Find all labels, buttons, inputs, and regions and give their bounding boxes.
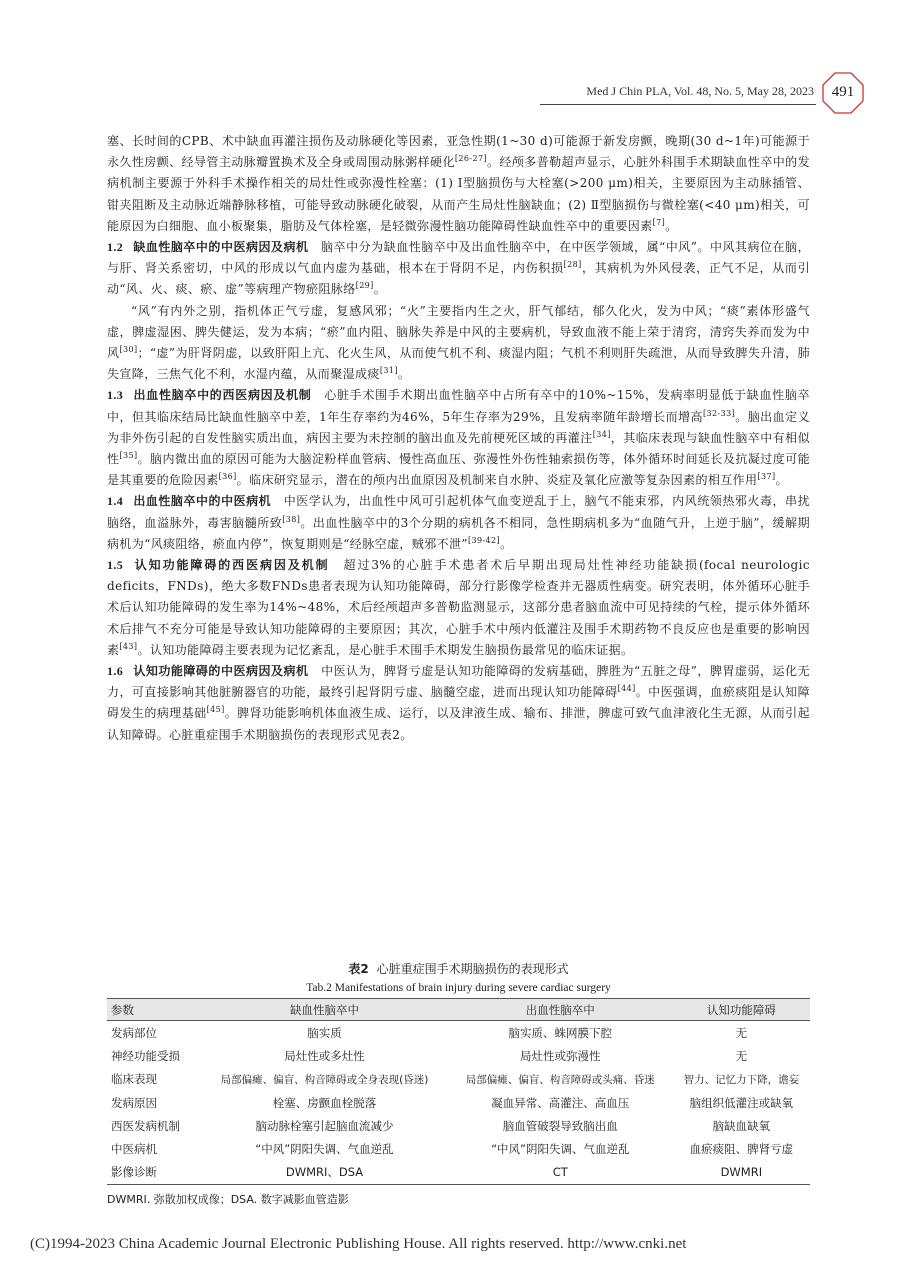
table-cell: 神经功能受损 — [111, 1048, 180, 1063]
table-cell: 发病部位 — [111, 1025, 157, 1040]
citation[interactable]: [28] — [563, 260, 582, 270]
section-1-2: 1.2 缺血性脑卒中的中医病因及病机 脑卒中分为缺血性脑卒中及出血性脑卒中，在中医学领域，属“中风”。中风其病位在脑，与肝、肾关系密切，中风的形成以气血内虚为基础，根本在于肾阴不足，内伤积损[28]，其病机为外风侵袭，正气不足，从而引动“风、火、痰、瘀、虚”等病理产物瘀阻脉络[29]。 — [107, 240, 811, 297]
table-cell: 栓塞、房颤血栓脱落 — [272, 1095, 377, 1110]
citation[interactable]: [35] — [119, 451, 138, 461]
citation[interactable]: [31] — [379, 366, 398, 376]
table-cell: “中风”阴阳失调、气血逆乱 — [255, 1142, 394, 1157]
table-label: 表2 — [348, 962, 369, 976]
citation[interactable]: [39-42] — [467, 535, 501, 545]
citation[interactable]: [30] — [119, 345, 138, 355]
table-cell: 局部偏瘫、偏盲、构音障碍或头痛、昏迷 — [465, 1073, 655, 1086]
paragraph-ischemic-mechanism: 塞、长时间的CPB、术中缺血再灌注损伤及动脉硬化等因素，亚急性期(1~30 d)可能源于新发房颤，晚期(30 d~1年)可能源于永久性房颤、经导管主动脉瓣置换术及全身或周围动脉粥样硬化[26-27]。经颅多普勒超声显示，心脏外科围手术期缺血性卒中的发病机制主要源于外科手术操作相关的局灶性或弥漫性栓塞：(1) Ⅰ型脑损伤与大栓塞(>200 μm)相关，主要原因为主动脉插管、钳夹阻断及主动脉近端静脉移植，可能导致动脉硬化破裂，从而产生局灶性脑缺血；(2) Ⅱ型脑损伤与微栓塞(<40 μm)相关，可能原因为白细胞、血小板聚集，脂肪及气体栓塞，是轻微弥漫性脑功能障碍性缺血性卒中的重要因素[7]。 — [107, 134, 811, 233]
table-cell: 脑组织低灌注或缺氧 — [689, 1095, 794, 1110]
table-cell: 影像诊断 — [107, 1161, 201, 1185]
section-1-3: 1.3 出血性脑卒中的西医病因及机制 心脏手术围手术期出血性脑卒中占所有卒中的10%~15%，发病率明显低于缺血性脑卒中，但其临床结局比缺血性脑卒中差，1年生存率约为46%，5年生存率为29%，且发病率随年龄增长而增高[32-33]。脑出血定义为非外伤引起的自发性脑实质出血，病因主要为未控制的脑出血及先前梗死区域的再灌注[34]，其临床表现与缺血性脑卒中有相似性[35]。脑内微出血的原因可能为大脑淀粉样血管病、慢性高血压、弥漫性外伤性轴索损伤等，体外循环时间延长及抗凝过度可能是其重要的危险因素[36]。临床研究显示，潜在的颅内出血原因及机制来自水肿、炎症及氧化应激等复杂因素的相互作用[37]。 — [107, 388, 811, 488]
citation[interactable]: [37] — [757, 472, 776, 482]
section-heading: 认知功能障碍的西医病因及机制 — [133, 558, 330, 573]
table-cell: 智力、记忆力下降，谵妄 — [683, 1073, 800, 1086]
table-header-cell: 出血性脑卒中 — [448, 999, 673, 1021]
table-row — [107, 1114, 810, 1137]
table-cell: 无 — [735, 1025, 748, 1040]
table-header-cell: 参数 — [107, 999, 201, 1021]
table-cell: “中风”阴阳失调、气血逆乱 — [491, 1142, 630, 1157]
section-number: 1.6 — [107, 664, 124, 679]
citation[interactable]: [36] — [218, 472, 237, 482]
table-cell: 局灶性或弥漫性 — [520, 1048, 601, 1063]
citation[interactable]: [32-33] — [703, 408, 736, 418]
table-row — [107, 1068, 810, 1091]
table-cell: DWMRI、DSA — [201, 1161, 448, 1185]
table-cell: 脑缺血缺氧 — [712, 1118, 771, 1133]
table-row — [107, 1044, 810, 1067]
section-number: 1.3 — [107, 388, 124, 403]
table-cell: 西医发病机制 — [111, 1118, 180, 1133]
table-row — [107, 1137, 810, 1160]
section-1-4: 1.4 出血性脑卒中的中医病机 中医学认为，出血性中风可引起机体气血变逆乱于上，脑气不能束邪，内风统领热邪火毒，串扰脑络，血溢脉外，毒害脑髓所致[38]。出血性脑卒中的3个分期的病机各不相同，急性期病机多为“血随气升，上逆于脑”，缓解期病机为“风痰阻络，瘀血内停”，恢复期则是“经脉空虚，贼邪不泄”[39-42]。 — [107, 494, 810, 551]
table-caption-cn: 表2 心脏重症围手术期脑损伤的表现形式 — [348, 962, 569, 976]
table-caption-en: Tab.2 Manifestations of brain injury during severe cardiac surgery — [306, 982, 611, 994]
page-number-badge — [822, 72, 864, 114]
table-cell: 发病原因 — [111, 1095, 157, 1110]
table-header-cell: 认知功能障碍 — [673, 999, 810, 1021]
table-cell: 中医病机 — [111, 1142, 157, 1157]
table-2 — [107, 960, 810, 1207]
table-cell: 无 — [735, 1048, 748, 1063]
copyright-footer: (C)1994-2023 China Academic Journal Electronic Publishing House. All rights reserved. http://www.cnki.net — [30, 1236, 687, 1252]
table-cell: 血瘀痰阻、脾肾亏虚 — [689, 1142, 794, 1157]
citation[interactable]: [34] — [592, 429, 611, 439]
section-number: 1.2 — [107, 240, 124, 255]
manifestation-table — [107, 998, 810, 1185]
table-cell: CT — [448, 1161, 673, 1185]
article-body — [107, 131, 810, 746]
section-1-6: 1.6 认知功能障碍的中医病因及病机 中医认为，脾肾亏虚是认知功能障碍的发病基础，脾胜为“五脏之母”，脾胃虚弱，运化无力，可直接影响其他脏腑器官的功能，最终引起肾阴亏虚、脑髓空虚，进而出现认知功能障碍[44]。中医强调，血瘀痰阻是认知障碍发生的病理基础[45]。脾肾功能影响机体血液生成、运行，以及津液生成、输布、排泄，脾虚可致气血津液化生无源，从而引起认知障碍。心脏重症围手术期脑损伤的表现形式见表2。 — [107, 664, 810, 742]
table-cell: 局灶性或多灶性 — [284, 1048, 365, 1063]
table-cell: 临床表现 — [111, 1072, 157, 1087]
table-row — [107, 1161, 810, 1185]
section-number: 1.5 — [107, 558, 124, 573]
section-heading: 出血性脑卒中的西医病因及机制 — [133, 388, 312, 403]
table-cell: 局部偏瘫、偏盲、构音障碍或全身表现(昏迷) — [220, 1073, 429, 1086]
section-heading: 认知功能障碍的中医病因及病机 — [133, 664, 309, 679]
table-footnote: DWMRI. 弥散加权成像；DSA. 数字减影血管造影 — [107, 1193, 349, 1207]
citation[interactable]: [7] — [652, 217, 666, 227]
citation[interactable]: [26-27] — [454, 154, 487, 164]
table-cell: 脑实质、蛛网膜下腔 — [508, 1025, 613, 1040]
citation[interactable]: [29] — [355, 281, 374, 291]
journal-header-ref: Med J Chin PLA, Vol. 48, No. 5, May 28, 2023 — [586, 84, 814, 98]
citation[interactable]: [43] — [119, 641, 138, 651]
paragraph-wind-fire: “风”有内外之别，指机体正气亏虚，复感风邪；“火”主要指内生之火，肝气郁结，郁久化火，发为中风；“痰”素体形盛气虚，脾虚湿困、脾失健运，发为本病；“瘀”血内阻、脑脉失养是中风的主要病机，导致血液不能上荣于清窍，清窍失养而发为中风[30]；“虚”为肝肾阴虚，以致肝阳上亢、化火生风，从而使气机不利、痰湿内阻；气机不利则肝失疏泄，从而导致脾失升清，肺失宣降，三焦气化不利，水湿内蕴，从而聚湿成痰[31]。 — [107, 303, 810, 382]
citation[interactable]: [44] — [617, 684, 636, 694]
table-cell: 脑实质 — [307, 1025, 342, 1040]
section-number: 1.4 — [107, 494, 124, 509]
section-1-5: 1.5 认知功能障碍的西医病因及机制 超过3%的心脏手术患者术后早期出现局灶性神经功能缺损(focal neurologic deficits，FNDs)，绝大多数FNDs患者表现为认知功能障碍，部分行影像学检查并无器质性病变。研究表明，体外循环心脏手术后认知功能障碍的发生率为14%~48%，术后经颅超声多普勒监测显示，这部分患者脑血流中可见持续的气栓，提示体外循环术后排气不充分可能是导致认知功能障碍的主要原因；其次，心脏手术中颅内低灌注及围手术期药物不良反应也是重要的影响因素[43]。认知功能障碍主要表现为记忆紊乱，是心脏手术围手术期发生脑损伤最常见的临床证据。 — [107, 558, 810, 657]
table-cell: 脑动脉栓塞引起脑血流减少 — [255, 1118, 394, 1133]
table-cell: 凝血异常、高灌注、高血压 — [491, 1095, 630, 1110]
table-cell: DWMRI — [673, 1161, 810, 1185]
citation[interactable]: [38] — [282, 514, 301, 524]
section-heading: 出血性脑卒中的中医病机 — [133, 494, 272, 509]
table-header-cell: 缺血性脑卒中 — [201, 999, 448, 1021]
page-number: 491 — [831, 84, 855, 100]
section-heading: 缺血性脑卒中的中医病因及病机 — [133, 240, 309, 255]
table-row — [107, 1021, 810, 1045]
citation[interactable]: [45] — [206, 705, 225, 715]
table-cell: 脑血管破裂导致脑出血 — [502, 1118, 618, 1133]
table-header-row — [107, 999, 810, 1021]
table-row — [107, 1091, 810, 1114]
header-rule — [540, 104, 816, 105]
